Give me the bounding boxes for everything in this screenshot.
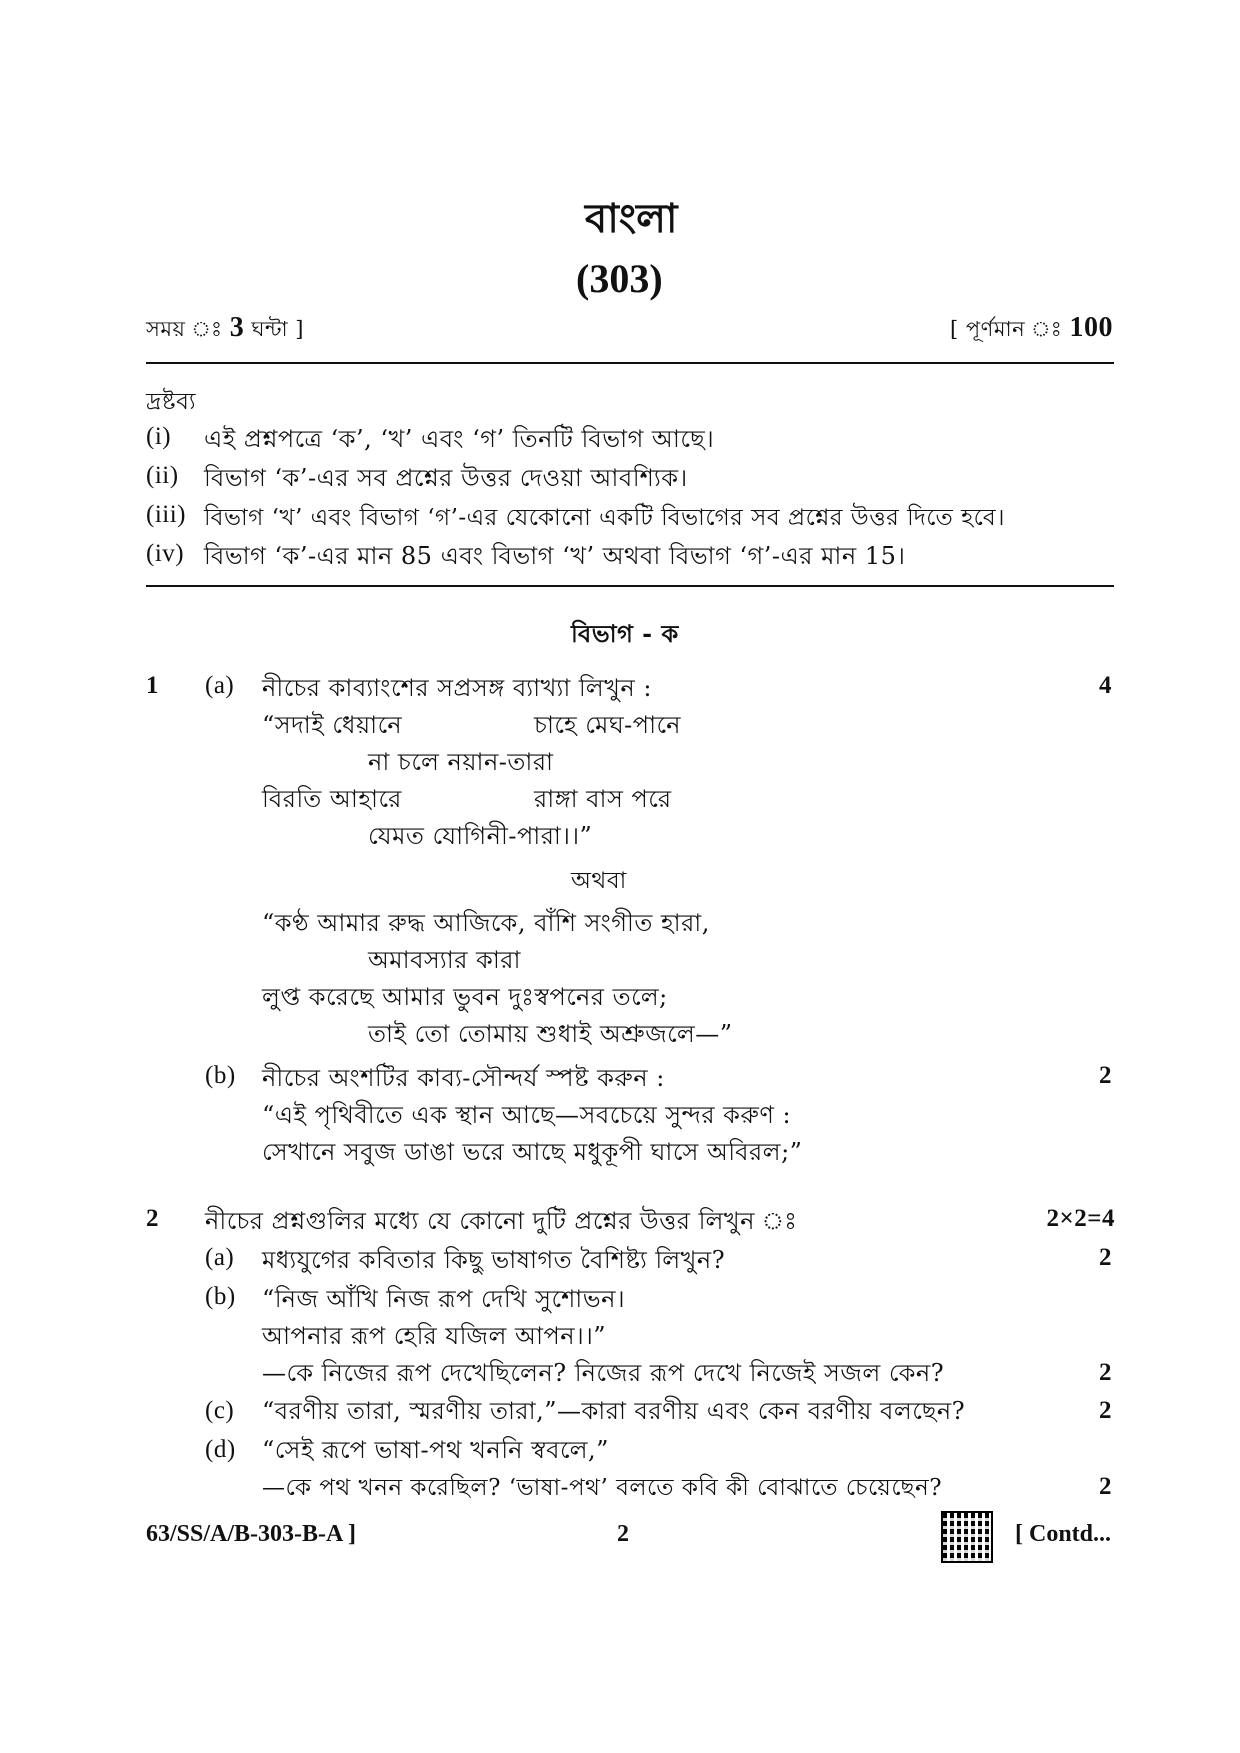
question-marks: 4: [1099, 672, 1112, 699]
page-number: 2: [617, 1521, 629, 1547]
instruction-text: বিভাগ ‘খ’ এবং বিভাগ ‘গ’-এর যেকোনো একটি বিভাগের সব প্রশ্নের উত্তর দিতে হবে।: [204, 505, 1005, 531]
continued-label: [ Contd...: [1015, 1521, 1112, 1547]
poem-line: “এই পৃথিবীতে এক স্থান আছে—সবচেয়ে সুন্দর করুণ :: [262, 1101, 792, 1129]
time-info: [146, 312, 304, 348]
top-rule: [146, 362, 1114, 364]
question-text: মধ্যযুগের কবিতার কিছু ভাষাগত বৈশিষ্ট্য লিখুন?: [262, 1246, 726, 1274]
instructions-heading: দ্রষ্টব্য: [146, 389, 197, 415]
time-unit: ঘন্টা ]: [251, 317, 304, 341]
question-marks: 2: [1099, 1359, 1112, 1386]
section-title: বিভাগ - ক: [571, 619, 679, 648]
instruction-num: (iii): [146, 501, 186, 528]
poem-line: সেখানে সবুজ ডাঙা ভরে আছে মধুকূপী ঘাসে অবিরল;”: [262, 1138, 803, 1166]
question-marks: 2: [1099, 1397, 1112, 1424]
poem-line: না চলে নয়ান-তারা: [368, 748, 554, 776]
instruction-text: এই প্রশ্নপত্রে ‘ক’, ‘খ’ এবং ‘গ’ তিনটি বিভাগ আছে।: [204, 425, 715, 453]
question-text: নীচের কাব্যাংশের সপ্রসঙ্গ ব্যাখ্যা লিখুন :: [262, 674, 652, 702]
marks-label: [ পূর্ণমান ঃ: [950, 317, 1063, 341]
poem-line: যেমত যোগিনী-পারা।।”: [368, 822, 593, 850]
time-label: সময় ঃ: [146, 317, 223, 341]
question-text: নীচের প্রশ্নগুলির মধ্যে যে কোনো দুটি প্রশ্নের উত্তর লিখুন ঃ: [205, 1207, 798, 1235]
subquestion-label: (b): [205, 1062, 236, 1089]
question-marks: 2×2=4: [1046, 1205, 1115, 1232]
subquestion-label: (a): [205, 1244, 235, 1271]
poem-line: বিরতি আহারে: [262, 785, 402, 813]
poem-line: লুপ্ত করেছে আমার ভুবন দুঃস্বপনের তলে;: [262, 983, 668, 1011]
instruction-num: (iv): [146, 540, 185, 567]
poem-line: রাঙ্গা বাস পরে: [534, 785, 672, 813]
poem-line: চাহে মেঘ-পানে: [534, 711, 682, 739]
question-text: —কে পথ খনন করেছিল? ‘ভাষা-পথ’ বলতে কবি কী বোঝাতে চেয়েছেন?: [262, 1475, 943, 1501]
marks-info: [950, 312, 1113, 348]
question-marks: 2: [1099, 1244, 1112, 1271]
quote-line: “সেই রূপে ভাষা-পথ খননি স্ববলে,”: [262, 1436, 609, 1464]
qr-code-icon: [943, 1513, 991, 1561]
footer-code: 63/SS/A/B-303-B-A ]: [146, 1521, 357, 1547]
time-value: 3: [229, 312, 245, 343]
instruction-num: (ii): [146, 462, 179, 489]
question-text: —কে নিজের রূপ দেখেছিলেন? নিজের রূপ দেখে নিজেই সজল কেন?: [262, 1359, 945, 1387]
instruction-num: (i): [146, 423, 172, 450]
question-marks: 2: [1099, 1062, 1112, 1089]
poem-line: তাই তো তোমায় শুধাই অশ্রুজলে—”: [368, 1020, 733, 1048]
marks-value: 100: [1069, 312, 1113, 343]
question-number: 1: [146, 672, 159, 699]
subquestion-label: (c): [205, 1397, 235, 1424]
question-marks: 2: [1099, 1473, 1112, 1500]
quote-line: আপনার রূপ হেরি যজিল আপন।।”: [262, 1322, 607, 1350]
middle-rule: [146, 585, 1114, 587]
or-divider: অথবা: [571, 868, 627, 894]
poem-line: অমাবস্যার কারা: [368, 946, 521, 974]
question-text: নীচের অংশটির কাব্য-সৌন্দর্য স্পষ্ট করুন :: [262, 1064, 665, 1092]
instruction-text: বিভাগ ‘ক’-এর মান 85 এবং বিভাগ ‘খ’ অথবা বিভাগ ‘গ’-এর মান 15।: [204, 542, 906, 570]
paper-code: (303): [576, 256, 663, 301]
subquestion-label: (b): [205, 1283, 236, 1310]
quote-line: “নিজ আঁখি নিজ রূপ দেখি সুশোভন।: [262, 1285, 626, 1313]
question-number: 2: [146, 1205, 159, 1232]
poem-line: “সদাই ধেয়ানে: [262, 711, 403, 739]
question-text: “বরণীয় তারা, স্মরণীয় তারা,”—কারা বরণীয় এবং কেন বরণীয় বলছেন?: [262, 1397, 966, 1425]
paper-title: বাংলা: [585, 196, 678, 241]
poem-line: “কণ্ঠ আমার রুদ্ধ আজিকে, বাঁশি সংগীত হারা,: [262, 909, 710, 937]
instruction-text: বিভাগ ‘ক’-এর সব প্রশ্নের উত্তর দেওয়া আবশ্যিক।: [204, 464, 688, 492]
subquestion-label: (a): [205, 672, 235, 699]
subquestion-label: (d): [205, 1436, 236, 1463]
